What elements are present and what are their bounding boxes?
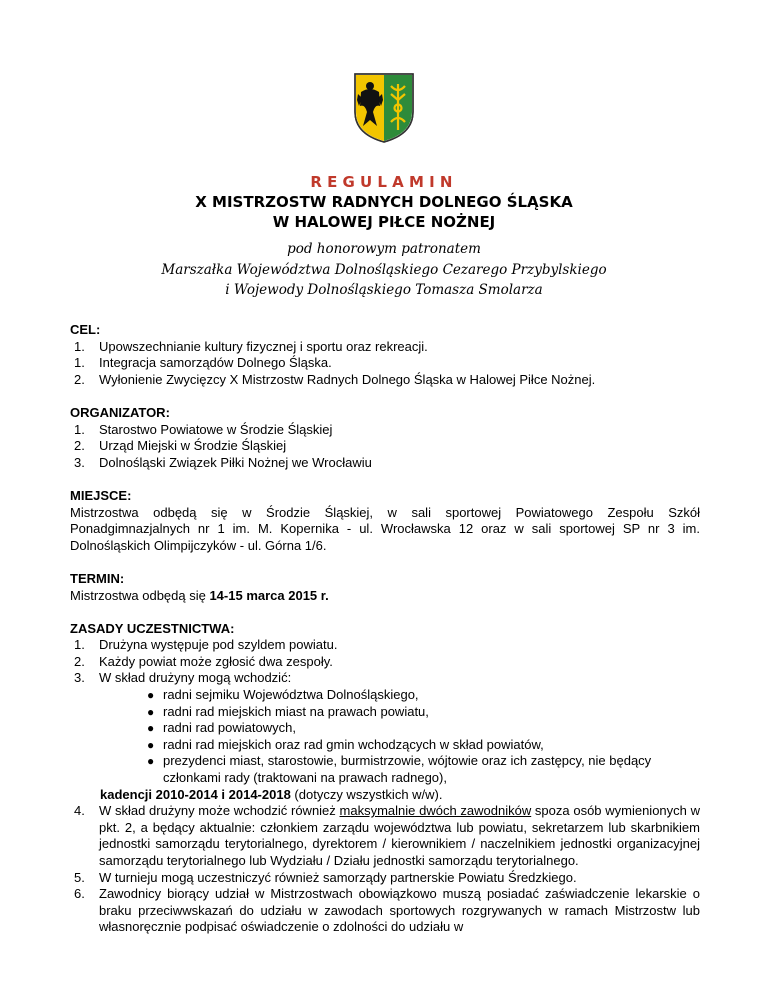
list-item: 6. Zawodnicy biorący udział w Mistrzostwach obowiązkowo muszą posiadać zaświadczenie lekarskie o braku przeciwwskazań do udziału w zawodach sportowych rozgrywanych w ramach Mistrzostw lub własnoręcznie podpisać oświadczenie o zdolności do udziału w: [74, 886, 700, 935]
miejsce-text: Mistrzostwa odbędą się w Środzie Śląskiej, w sali sportowej Powiatowego Zespołu Szkół Ponadgimnazjalnych nr 1 im. M. Kopernika - ul. Wrocławska 12 oraz w sali sportowej SP nr 3 im. Dolnośląskich Olimpijczyków - ul. Górna 1/6.: [70, 504, 700, 553]
patron-line-2: Marszałka Województwa Dolnośląskiego Cezarego Przybylskiego: [161, 261, 607, 278]
list-item: 2. Wyłonienie Zwycięzcy X Mistrzostw Radnych Dolnego Śląska w Halowej Piłce Nożnej.: [74, 371, 596, 387]
eligibility-bullets: [70, 687, 700, 787]
section-termin: [70, 571, 700, 604]
list-item: 1. Drużyna występuje pod szyldem powiatu.: [74, 637, 338, 653]
regulation-body: [70, 322, 700, 953]
bullet-item: ● prezydenci miast, starostowie, burmistrzowie, wójtowie oraz ich zastępcy, nie będący członkami rady (traktowani na prawach radnego),: [147, 753, 652, 786]
title-regulamin: REGULAMIN: [310, 173, 458, 191]
termin-date: 14-15 marca 2015 r.: [209, 587, 329, 603]
section-organizator: [70, 405, 700, 471]
section-title: CEL:: [70, 322, 101, 337]
section-title: MIEJSCE:: [70, 487, 132, 503]
bullet-item: ● radni rad miejskich oraz rad gmin wchodzących w skład powiatów,: [147, 736, 544, 752]
title-line-1: X MISTRZOSTW RADNYCH DOLNEGO ŚLĄSKA: [195, 193, 573, 211]
list-item: 5. W turnieju mogą uczestniczyć również samorządy partnerskie Powiatu Średzkiego.: [74, 869, 577, 885]
section-title: TERMIN:: [70, 570, 125, 586]
patron-line-3: i Wojewody Dolnośląskiego Tomasza Smolarza: [225, 282, 543, 298]
section-miejsce: [70, 488, 700, 554]
bullet-icon: ●: [147, 688, 155, 703]
bullet-icon: ●: [147, 737, 155, 752]
bullet-item: ● radni sejmiku Województwa Dolnośląskiego,: [147, 687, 419, 703]
bullet-icon: ●: [147, 721, 155, 736]
bullet-item: ● radni rad powiatowych,: [147, 720, 296, 736]
list-item: 2. Urząd Miejski w Środzie Śląskiej: [74, 438, 287, 454]
list-item: 1. Starostwo Powiatowe w Środzie Śląskiej: [74, 421, 333, 437]
list-item: 4. W skład drużyny może wchodzić również maksymalnie dwóch zawodników spoza osób wymienionych w pkt. 2, a będący aktualnie: członkiem zarządu województwa lub powiatu, sekretarzem lub skarbnikiem jednostki samorządu terytorialnego, dyrektorem / kierownikiem / naczelnikiem jednostki organizacyjnej samorządu terytorialnego lub Wydziału / Działu jednostki samorządu terytorialnego.: [74, 803, 700, 868]
section-title: ORGANIZATOR:: [70, 404, 170, 420]
section-title: ZASADY UCZESTNICTWA:: [70, 620, 235, 636]
list-item: 2. Każdy powiat może zgłosić dwa zespoły.: [74, 653, 333, 669]
list-item: 1. Upowszechnianie kultury fizycznej i sportu oraz rekreacji.: [74, 338, 428, 354]
coat-of-arms-icon: [353, 72, 415, 144]
list-item: 3. W skład drużyny mogą wchodzić:: [74, 670, 292, 686]
list-item: 1. Integracja samorządów Dolnego Śląska.: [74, 355, 332, 371]
bullet-icon: ●: [147, 704, 155, 719]
underlined-phrase: maksymalnie dwóch zawodników: [339, 803, 532, 819]
section-zasady: [70, 621, 700, 936]
section-cel: [70, 322, 700, 388]
document-title: [0, 172, 768, 232]
title-line-2: W HALOWEJ PIŁCE NOŻNEJ: [272, 213, 496, 231]
patron-line-1: pod honorowym patronatem: [287, 241, 481, 257]
list-item: 3. Dolnośląski Związek Piłki Nożnej we Wrocławiu: [74, 454, 372, 470]
bullet-icon: ●: [147, 754, 155, 769]
bullet-item: ● radni rad miejskich miast na prawach powiatu,: [147, 703, 429, 719]
kadencji-note: kadencji 2010-2014 i 2014-2018 (dotyczy wszystkich w/w).: [100, 786, 443, 802]
termin-text: Mistrzostwa odbędą się 14-15 marca 2015 r.: [70, 587, 329, 603]
patronage-block: [0, 239, 768, 301]
